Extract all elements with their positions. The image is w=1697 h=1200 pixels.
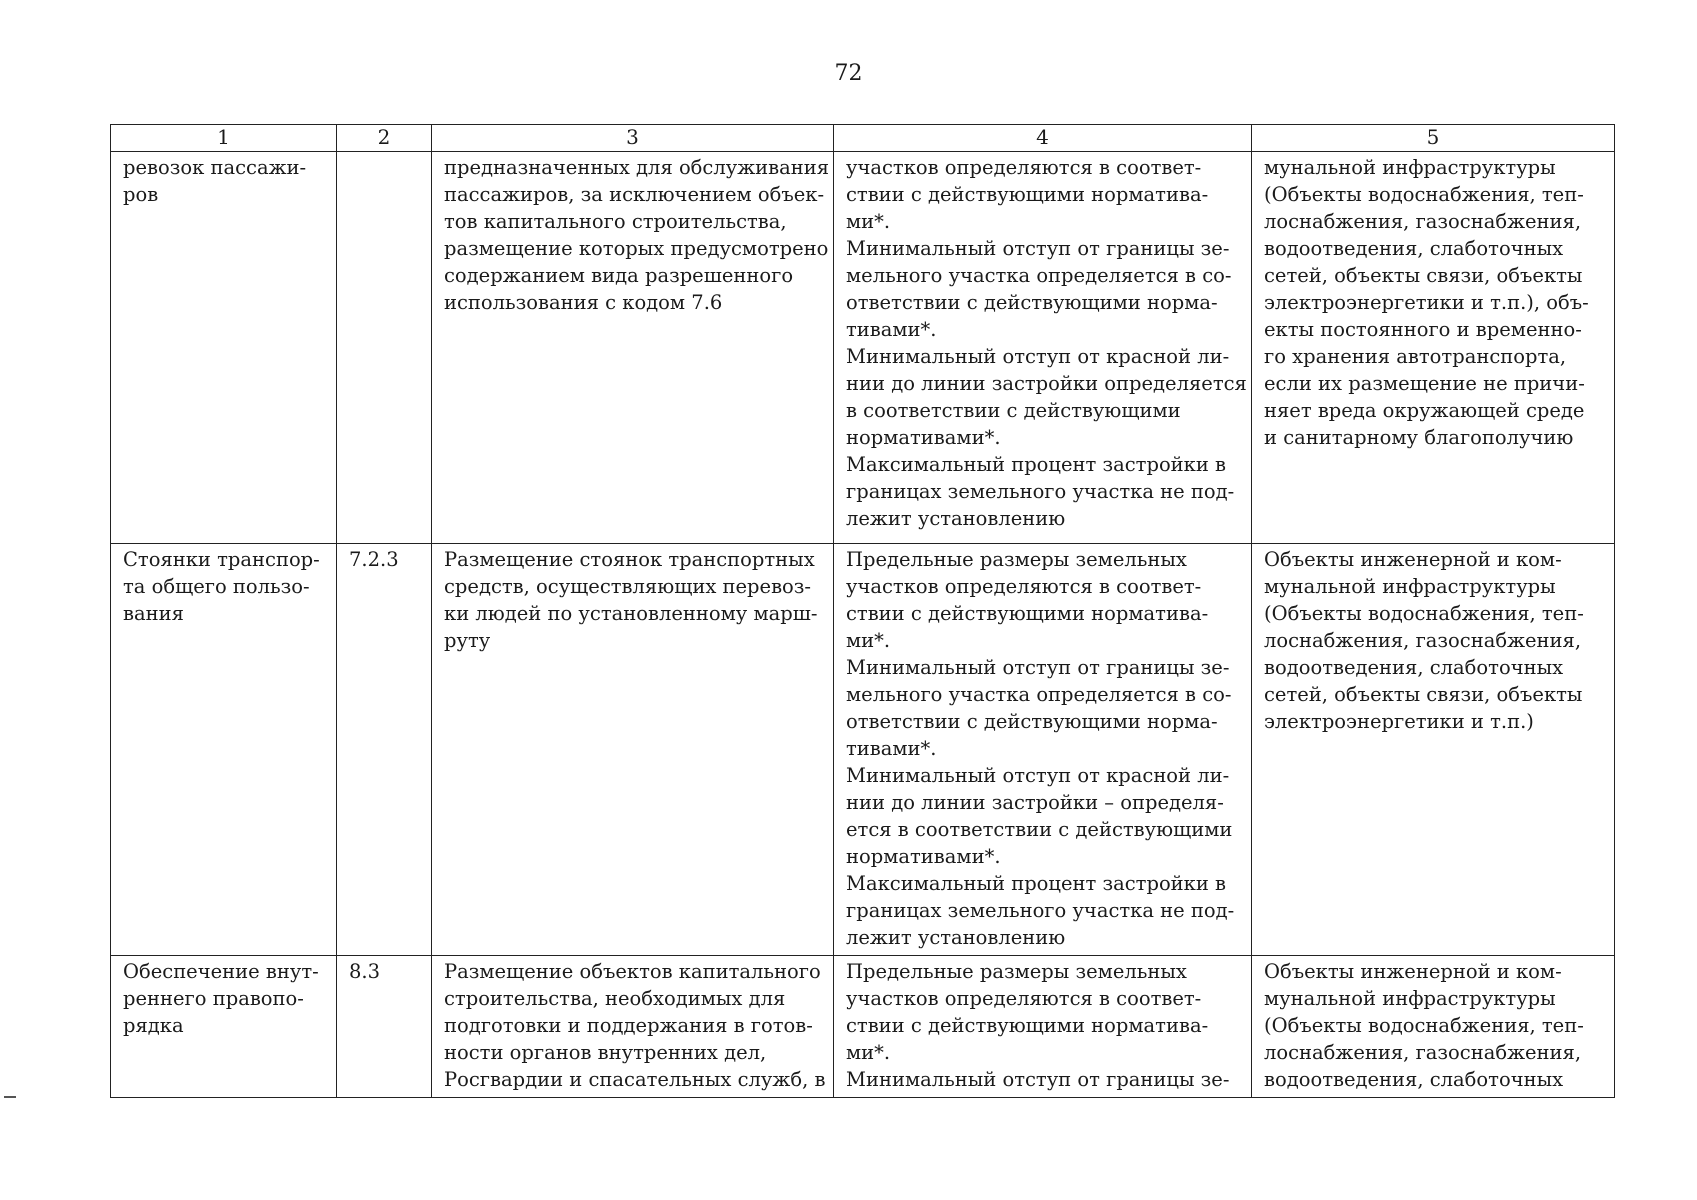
cell-text-line: водоотведения, слаботочных: [1264, 237, 1564, 260]
cell-text-line: лоснабжения, газоснабжения,: [1264, 1041, 1582, 1064]
cell-text-line: водоотведения, слаботочных: [1264, 656, 1564, 679]
cell-text-line: границах земельного участка не под-: [846, 899, 1235, 922]
cell-text-line: Минимальный отступ от красной ли-: [846, 345, 1230, 368]
cell-text-line: лежит установлению: [846, 926, 1066, 949]
zoning-table: [110, 124, 1615, 1098]
cell-text-line: реннего правопо-: [123, 987, 304, 1010]
cell-parameters: [834, 544, 1252, 956]
scan-mark: [4, 1096, 16, 1098]
cell-text-line: Предельные размеры земельных: [846, 960, 1187, 983]
cell-text-line: участков определяются в соответ-: [846, 156, 1202, 179]
cell-text-line: нормативами*.: [846, 845, 1001, 868]
cell-text-line: та общего пользо-: [123, 575, 310, 598]
cell-text-line: тивами*.: [846, 318, 937, 341]
cell-text-line: лежит установлению: [846, 507, 1066, 530]
cell-description: [432, 956, 834, 1098]
cell-text-line: ревозок пассажи-: [123, 156, 307, 179]
cell-land-use-type: [111, 152, 337, 544]
column-header-3: 3: [432, 125, 834, 152]
cell-parameters: [834, 956, 1252, 1098]
cell-text-line: ответствии с действующими норма-: [846, 291, 1218, 314]
cell-text-line: нормативами*.: [846, 426, 1001, 449]
cell-text-line: 7.2.3: [349, 548, 399, 571]
cell-text-line: ности органов внутренних дел,: [444, 1041, 767, 1064]
cell-text-line: Объекты инженерной и ком-: [1264, 960, 1562, 983]
cell-text-line: содержанием вида разрешенного: [444, 264, 794, 287]
page-number: 72: [834, 61, 863, 86]
cell-text-line: лоснабжения, газоснабжения,: [1264, 629, 1582, 652]
cell-text-line: строительства, необходимых для: [444, 987, 786, 1010]
cell-code: [337, 152, 432, 544]
cell-text-line: мельного участка определяется в со-: [846, 264, 1232, 287]
cell-text-line: размещение которых предусмотрено: [444, 237, 829, 260]
cell-text-line: (Объекты водоснабжения, теп-: [1264, 1014, 1584, 1037]
cell-parameters: [834, 152, 1252, 544]
cell-text-line: ствии с действующими нормативa-: [846, 1014, 1209, 1037]
cell-text-line: использования с кодом 7.6: [444, 291, 723, 314]
cell-text-line: мельного участка определяется в со-: [846, 683, 1232, 706]
cell-text-line: Размещение объектов капитального: [444, 960, 821, 983]
cell-text-line: границах земельного участка не под-: [846, 480, 1235, 503]
cell-text-line: средств, осуществляющих перевоз-: [444, 575, 812, 598]
cell-text-line: ствии с действующими нормативa-: [846, 183, 1209, 206]
cell-text-line: электроэнергетики и т.п.), объ-: [1264, 291, 1589, 314]
cell-text-line: ров: [123, 183, 159, 206]
cell-text-line: (Объекты водоснабжения, теп-: [1264, 602, 1584, 625]
cell-text-line: сетей, объекты связи, объекты: [1264, 264, 1583, 287]
cell-code: [337, 544, 432, 956]
table-row: [111, 544, 1615, 956]
cell-ancillary-uses: [1252, 544, 1615, 956]
column-header-2: 2: [337, 125, 432, 152]
table-body: [111, 152, 1615, 1098]
cell-text-line: лоснабжения, газоснабжения,: [1264, 210, 1582, 233]
cell-text-line: Минимальный отступ от границы зе-: [846, 1068, 1230, 1091]
cell-text-line: сетей, объекты связи, объекты: [1264, 683, 1583, 706]
cell-description: [432, 544, 834, 956]
cell-text-line: Минимальный отступ от границы зе-: [846, 237, 1230, 260]
cell-text-line: Объекты инженерной и ком-: [1264, 548, 1562, 571]
cell-text-line: (Объекты водоснабжения, теп-: [1264, 183, 1584, 206]
cell-text-line: Предельные размеры земельных: [846, 548, 1187, 571]
cell-description: [432, 152, 834, 544]
cell-text-line: рядка: [123, 1014, 184, 1037]
cell-text-line: подготовки и поддержания в готов-: [444, 1014, 813, 1037]
cell-text-line: ется в соответствии с действующими: [846, 818, 1233, 841]
cell-text-line: вания: [123, 602, 184, 625]
column-header-4: 4: [834, 125, 1252, 152]
cell-text-line: тивами*.: [846, 737, 937, 760]
cell-text-line: если их размещение не причи-: [1264, 372, 1585, 395]
cell-text-line: ки людей по установленному марш-: [444, 602, 818, 625]
cell-text-line: 8.3: [349, 960, 381, 983]
cell-text-line: Обеспечение внут-: [123, 960, 319, 983]
cell-text-line: Минимальный отступ от границы зе-: [846, 656, 1230, 679]
cell-text-line: предназначенных для обслуживания: [444, 156, 830, 179]
cell-text-line: и санитарному благополучию: [1264, 426, 1574, 449]
cell-text-line: екты постоянного и временно-: [1264, 318, 1582, 341]
cell-text-line: Размещение стоянок транспортных: [444, 548, 815, 571]
cell-text-line: Минимальный отступ от красной ли-: [846, 764, 1230, 787]
cell-text-line: ответствии с действующими норма-: [846, 710, 1218, 733]
cell-text-line: участков определяются в соответ-: [846, 987, 1202, 1010]
table-row: [111, 956, 1615, 1098]
cell-text-line: ми*.: [846, 210, 891, 233]
cell-text-line: водоотведения, слаботочных: [1264, 1068, 1564, 1091]
column-header-5: 5: [1252, 125, 1615, 152]
cell-text-line: ми*.: [846, 1041, 891, 1064]
cell-code: [337, 956, 432, 1098]
table-row: [111, 152, 1615, 544]
header-row: [111, 125, 1615, 152]
cell-ancillary-uses: [1252, 152, 1615, 544]
cell-text-line: участков определяются в соответ-: [846, 575, 1202, 598]
cell-text-line: пассажиров, за исключением объек-: [444, 183, 825, 206]
cell-ancillary-uses: [1252, 956, 1615, 1098]
cell-text-line: нии до линии застройки – определя-: [846, 791, 1224, 814]
cell-text-line: руту: [444, 629, 491, 652]
cell-text-line: нии до линии застройки определяется: [846, 372, 1247, 395]
cell-text-line: ми*.: [846, 629, 891, 652]
cell-text-line: няет вреда окружающей среде: [1264, 399, 1585, 422]
cell-text-line: Стоянки транспор-: [123, 548, 320, 571]
cell-text-line: мунальной инфраструктуры: [1264, 987, 1556, 1010]
cell-text-line: ствии с действующими нормативa-: [846, 602, 1209, 625]
cell-text-line: в соответствии с действующими: [846, 399, 1181, 422]
cell-text-line: электроэнергетики и т.п.): [1264, 710, 1534, 733]
cell-text-line: го хранения автотранспорта,: [1264, 345, 1567, 368]
cell-text-line: мунальной инфраструктуры: [1264, 575, 1556, 598]
cell-text-line: Максимальный процент застройки в: [846, 872, 1227, 895]
cell-text-line: Росгвардии и спасательных служб, в: [444, 1068, 826, 1091]
cell-text-line: тов капитального строительства,: [444, 210, 787, 233]
cell-text-line: Максимальный процент застройки в: [846, 453, 1227, 476]
column-header-1: 1: [111, 125, 337, 152]
cell-land-use-type: [111, 956, 337, 1098]
cell-text-line: мунальной инфраструктуры: [1264, 156, 1556, 179]
cell-land-use-type: [111, 544, 337, 956]
